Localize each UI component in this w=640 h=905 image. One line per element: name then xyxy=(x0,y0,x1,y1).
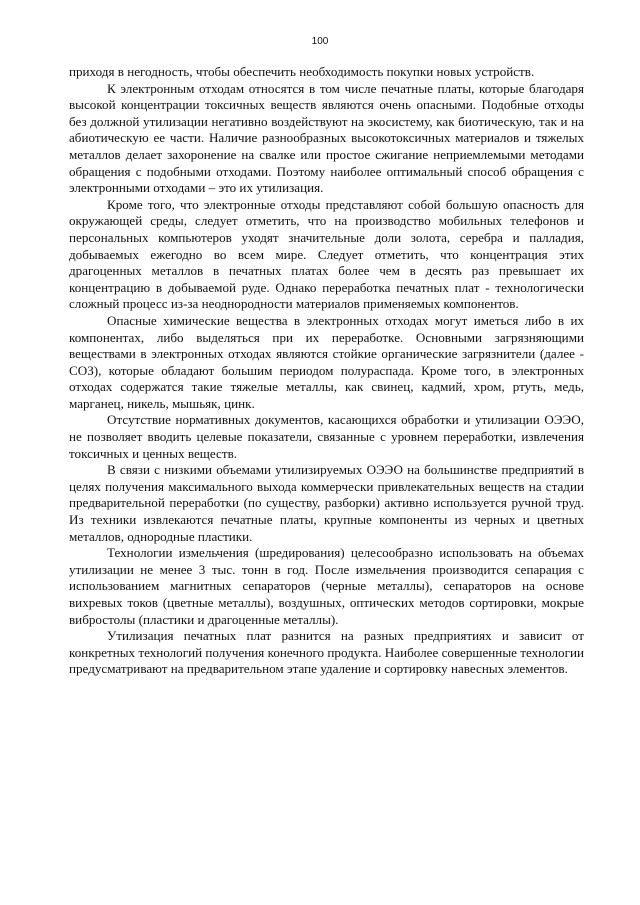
paragraph-manual-disassembly: В связи с низкими объемами утилизируемых ОЭЭО на большинстве предприятий в целях получения максимального выхода коммерчески привлекательных веществ на стадии предварительной переработки (по существу, разборки) активно используется ручной труд. Из техники извлекаются печатные платы, крупные компоненты из черных и цветных металлов, однородные пластики. xyxy=(69,462,584,544)
document-body xyxy=(69,64,584,678)
paragraph-printed-circuit-boards: К электронным отходам относятся в том числе печатные платы, которые благодаря высокой концентрации токсичных веществ являются очень опасными. Подобные отходы без должной утилизации негативно воздействуют на экосистему, как биотическую, так и на абиотическую ее части. Наличие разнообразных высокотоксичных материалов и тяжелых металлов делает захоронение на свалке или простое сжигание неприемлемыми методами обращения с подобными отходами. Поэтому наиболее оптимальный способ обращения с электронными отходами – это их утилизация. xyxy=(69,80,584,196)
paragraph-hazardous-substances: Опасные химические вещества в электронных отходах могут иметься либо в их компонентах, либо выделяться при их переработке. Основными загрязняющими веществами в электронных отходах являются стойкие органические загрязнители (далее - СОЗ), которые обладают большим периодом полураспада. Кроме того, в электронных отходах содержатся такие тяжелые металлы, как свинец, кадмий, хром, ртуть, медь, марганец, никель, мышьяк, цинк. xyxy=(69,312,584,411)
paragraph-pcb-recycling: Утилизация печатных плат разнится на разных предприятиях и зависит от конкретных технологий получения конечного продукта. Наиболее совершенные технологии предусматривают на предварительном этапе удаление и сортировку навесных элементов. xyxy=(69,628,584,677)
paragraph-regulatory-documents: Отсутствие нормативных документов, касающихся обработки и утилизации ОЭЭО, не позволяет вводить целевые показатели, связанные с уровнем переработки, извлечения токсичных и ценных веществ. xyxy=(69,412,584,461)
paragraph-shredding-technologies: Технологии измельчения (шредирования) целесообразно использовать на объемах утилизации не менее 3 тыс. тонн в год. После измельчения производится сепарация с использованием магнитных сепараторов (черные металлы), сепараторов на основе вихревых токов (цветные металлы), воздушных, оптических методов сортировки, мокрые вибростолы (пластики и драгоценные металлы). xyxy=(69,545,584,627)
paragraph-precious-metals: Кроме того, что электронные отходы представляют собой большую опасность для окружающей среды, следует отметить, что на производство мобильных телефонов и персональных компьютеров уходят значительные доли золота, серебра и палладия, добываемых ежегодно во всем мире. Следует отметить, что концентрация этих драгоценных металлов в печатных платах более чем в десять раз превышает их концентрацию в добываемой руде. Однако переработка печатных плат - технологически сложный процесс из-за неоднородности материалов применяемых компонентов. xyxy=(69,196,584,312)
page-number: 100 xyxy=(311,36,329,47)
paragraph-continuation: приходя в негодность, чтобы обеспечить необходимость покупки новых устройств. xyxy=(69,64,535,79)
